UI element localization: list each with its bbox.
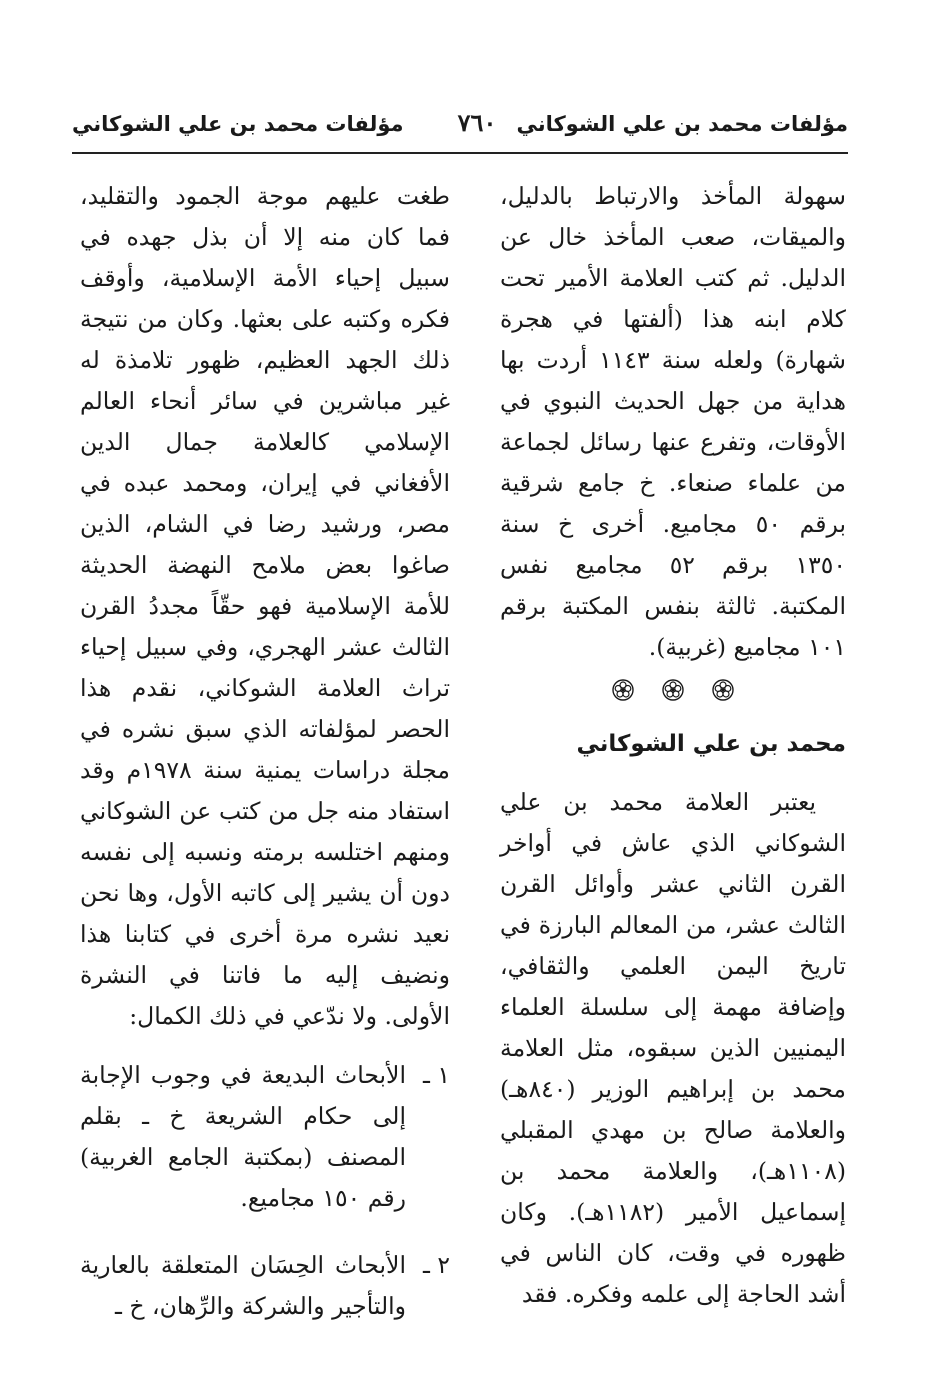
flower-ornament-icon	[661, 678, 685, 702]
continued-paragraph: سهولة المأخذ والارتباط بالدليل، والميقات، صعب المأخذ خال عن الدليل. ثم كتب العلامة الأمير تحت كلام ابنه هذا (ألفتها في هجرة شهارة) ولعله سنة ١١٤٣ أردت بها هداية من جهل الحديث النبوي في الأوقات، وتفرع عنها رسائل لجماعة من علماء صنعاء. خ جامع شرقية برقم ٥٠ مجاميع. أخرى خ سنة ١٣٥٠ برقم ٥٢ مجاميع نفس المكتبة. ثالثة بنفس المكتبة برقم ١٠١ مجاميع (غربية).	[500, 182, 846, 661]
flower-ornament-icon	[611, 678, 635, 702]
running-title-right: مؤلفات محمد بن علي الشوكاني	[516, 112, 848, 136]
section-divider	[500, 678, 846, 702]
item-text: الأبحاث البديعة في وجوب الإجابة إلى حكام الشريعة خ ـ بقلم المصنف (بمكتبة الجامع الغربية) رقم ١٥٠ مجاميع.	[80, 1061, 406, 1212]
flower-ornament-icon	[711, 678, 735, 702]
item-number: ٢ ـ	[423, 1251, 450, 1279]
left-paragraph: طغت عليهم موجة الجمود والتقليد، فما كان منه إلا أن بذل جهده في سبيل إحياء الأمة الإسلامية، وأوقف فكره وكتبه على بعثها. وكان من نتيجة ذلك الجهد العظيم، ظهور تلامذة له غير مباشرين في سائر أنحاء العالم الإسلامي كالعلامة جمال الدين الأفغاني في إيران، ومحمد عبده في مصر، ورشيد رضا في الشام، الذين صاغوا بعض ملامح النهضة الحديثة للأمة الإسلامية فهو حقّاً مجددُ القرن الثالث عشر الهجري، وفي سبيل إحياء تراث العلامة الشوكاني، نقدم هذا الحصر لمؤلفاته الذي سبق نشره في مجلة دراسات يمنية سنة ١٩٧٨م وقد استفاد منه جل من كتب عن الشوكاني ومنهم اختلسه برمته ونسبه إلى نفسه دون أن يشير إلى كاتبه الأول، وها نحن نعيد نشره مرة أخرى في كتابنا هذا ونضيف إليه ما فاتنا في النشرة الأولى. ولا ندّعي في ذلك الكمال:	[80, 182, 450, 1030]
page-number: ٧٦٠	[457, 108, 497, 137]
item-number: ١ ـ	[423, 1061, 450, 1089]
right-column	[500, 176, 846, 1315]
bibliography-item	[80, 1245, 450, 1327]
section-paragraph: يعتبر العلامة محمد بن علي الشوكاني الذي عاش في أواخر القرن الثاني عشر وأوائل القرن الثالث عشر، من المعالم البارزة في تاريخ اليمن العلمي والثقافي، وإضافة مهمة إلى سلسلة العلماء اليمنيين الذين سبقوه، مثل العلامة محمد بن إبراهيم الوزير (٨٤٠هـ) والعلامة صالح بن مهدي المقبلي (١١٠٨هـ)، والعلامة محمد بن إسماعيل الأمير (١١٨٢هـ). وكان ظهوره في وقت، كان الناس في أشد الحاجة إلى علمه وفكره. فقد	[500, 788, 847, 1308]
bibliography-item	[80, 1055, 450, 1219]
running-header	[72, 108, 848, 148]
item-text: الأبحاث الحِسَان المتعلقة بالعارية والتأجير والشركة والرِّهان، خ ـ	[80, 1251, 406, 1320]
header-rule	[72, 152, 848, 154]
left-column	[80, 176, 450, 1327]
running-title-left: مؤلفات محمد بن علي الشوكاني	[72, 112, 404, 136]
section-heading: محمد بن علي الشوكاني	[576, 731, 846, 757]
